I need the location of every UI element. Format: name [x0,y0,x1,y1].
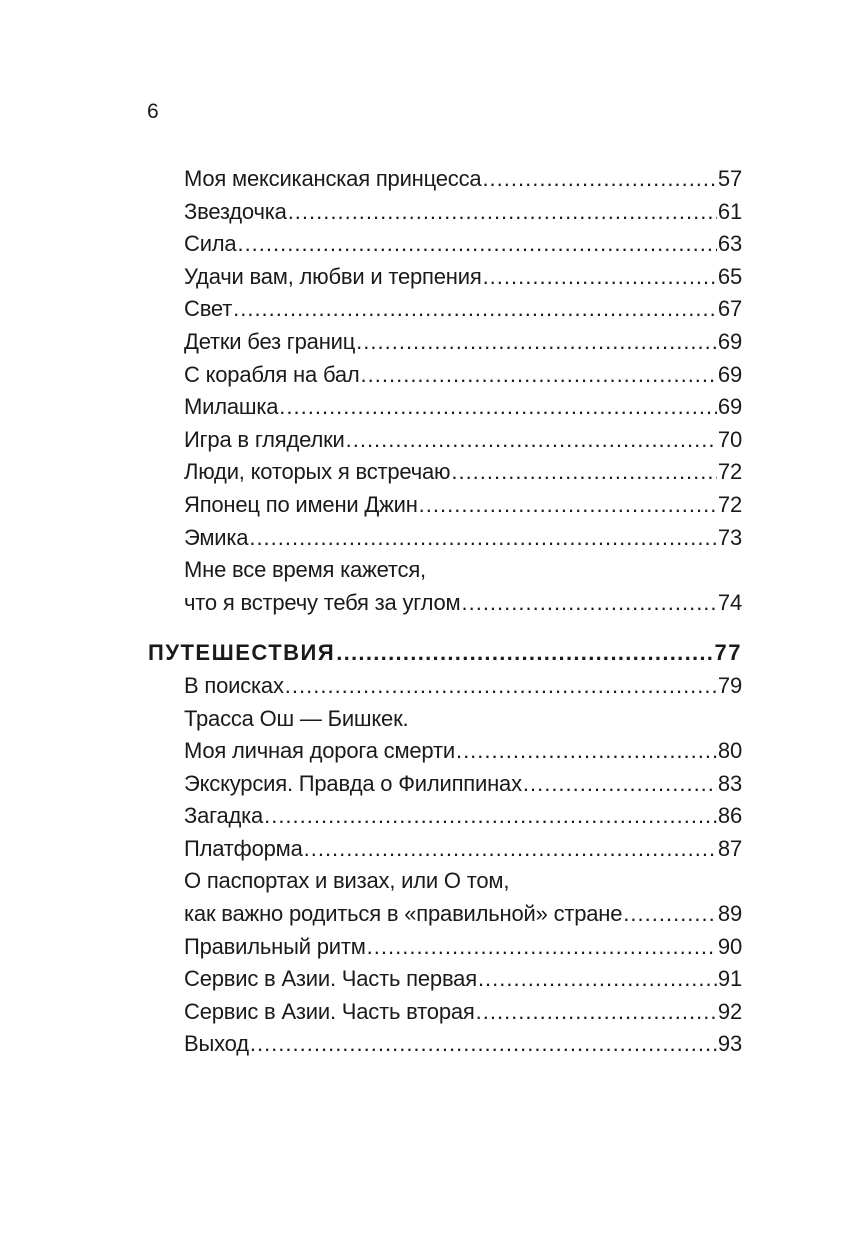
toc-entry-title: Милашка [184,394,279,420]
toc-entry-title: В поисках [184,672,284,698]
toc-entry-page: 89 [717,901,742,927]
toc-entry-title: Экскурсия. Правда о Филиппинах [184,770,522,796]
toc-entry-title: Звездочка [184,198,287,224]
toc-entry[interactable] [148,587,742,620]
dot-leader [304,833,717,866]
toc-entry[interactable] [148,391,742,424]
dot-leader [346,424,717,457]
dot-leader [623,898,717,931]
dot-leader [461,587,716,620]
toc-entry-page: 69 [717,394,742,420]
toc-entry-line: Мне все время кажется, [184,557,426,583]
toc-entry-title: Правильный ритм [184,933,366,959]
toc-entry-page: 70 [717,426,742,452]
toc-entry-page: 57 [717,166,742,191]
toc-entry-title: Сервис в Азии. Часть первая [184,966,477,992]
dot-leader [279,391,717,424]
toc-entry-page: 83 [717,770,742,796]
toc-entry[interactable] [148,489,742,522]
toc-entry-page: 92 [717,998,742,1024]
toc-entry[interactable] [148,163,742,196]
toc-section-title: ПУТЕШЕСТВИЯ [148,640,336,666]
toc-group [148,931,742,1061]
toc-entry[interactable] [148,359,742,392]
toc-entry-page: 73 [717,524,742,550]
toc-section-page: 77 [714,640,742,666]
toc-entry-title: Платформа [184,835,303,861]
toc-entry[interactable] [148,800,742,833]
toc-entry-title: как важно родиться в «правильной» стране [184,901,623,927]
toc-entry[interactable] [148,996,742,1029]
toc-entry-title: Удачи вам, любви и терпения [184,263,482,289]
dot-leader [250,1028,717,1061]
dot-leader [356,326,717,359]
dot-leader [367,931,717,964]
toc-entry-page: 61 [717,198,742,224]
toc-entry-title: Детки без границ [184,328,356,354]
toc-entry[interactable] [148,326,742,359]
toc-entry[interactable] [148,670,742,703]
toc-entry[interactable] [148,261,742,294]
toc-entry-page: 72 [717,491,742,517]
toc-entry[interactable] [148,522,742,555]
toc-entry[interactable] [148,456,742,489]
toc-group [148,163,742,554]
page-number: 6 [147,100,159,123]
toc-entry-page: 87 [717,835,742,861]
dot-leader [482,163,716,196]
dot-leader [451,456,717,489]
toc-entry-page: 69 [717,328,742,354]
toc-entry[interactable] [148,424,742,457]
dot-leader [523,768,717,801]
toc-entry-line: О паспортах и визах, или О том, [184,868,510,894]
toc-entry-page: 90 [717,933,742,959]
toc-entry-line: Трасса Ош — Бишкек. [184,705,409,731]
toc-entry-page: 91 [717,966,742,992]
table-of-contents [148,163,742,1061]
toc-entry-page: 79 [717,672,742,698]
toc-entry-page: 63 [717,231,742,257]
toc-entry-title: Свет [184,296,233,322]
toc-entry-title: что я встречу тебя за углом [184,589,461,615]
toc-entry[interactable] [148,196,742,229]
toc-entry-title: Сила [184,231,237,257]
toc-entry[interactable] [148,735,742,768]
toc-entry-title: Выход [184,1031,249,1057]
dot-leader [361,359,717,392]
toc-entry-title: Игра в гляделки [184,426,345,452]
dot-leader [264,800,717,833]
dot-leader [456,735,717,768]
dot-leader [336,637,713,670]
toc-entry[interactable] [148,293,742,326]
dot-leader [285,670,717,703]
toc-entry-page: 65 [717,263,742,289]
toc-entry[interactable] [148,931,742,964]
toc-entry-title: Люди, которых я встречаю [184,459,451,485]
toc-entry-title: Японец по имени Джин [184,491,418,517]
toc-entry-page: 80 [717,738,742,764]
toc-entry-page: 74 [717,589,742,615]
dot-leader [478,963,717,996]
dot-leader [476,996,717,1029]
dot-leader [288,196,717,229]
dot-leader [249,522,717,555]
toc-entry[interactable] [148,963,742,996]
dot-leader [483,261,717,294]
toc-entry[interactable] [148,898,742,931]
dot-leader [233,293,717,326]
toc-entry-title: С корабля на бал [184,361,360,387]
toc-entry-page: 69 [717,361,742,387]
toc-entry-title: Загадка [184,803,264,829]
toc-entry-page: 67 [717,296,742,322]
toc-entry-title: Сервис в Азии. Часть вторая [184,998,475,1024]
toc-entry[interactable] [148,768,742,801]
toc-entry-page: 93 [717,1031,742,1057]
toc-entry-title: Эмика [184,524,249,550]
dot-leader [237,228,716,261]
dot-leader [419,489,717,522]
toc-entry-page: 86 [717,803,742,829]
toc-entry-title: Моя мексиканская принцесса [184,166,482,191]
toc-entry[interactable] [148,1028,742,1061]
toc-entry[interactable] [148,833,742,866]
toc-entry-page: 72 [717,459,742,485]
toc-group [148,768,742,866]
toc-entry-title: Моя личная дорога смерти [184,738,455,764]
toc-entry[interactable] [148,228,742,261]
toc-section[interactable] [148,637,742,670]
